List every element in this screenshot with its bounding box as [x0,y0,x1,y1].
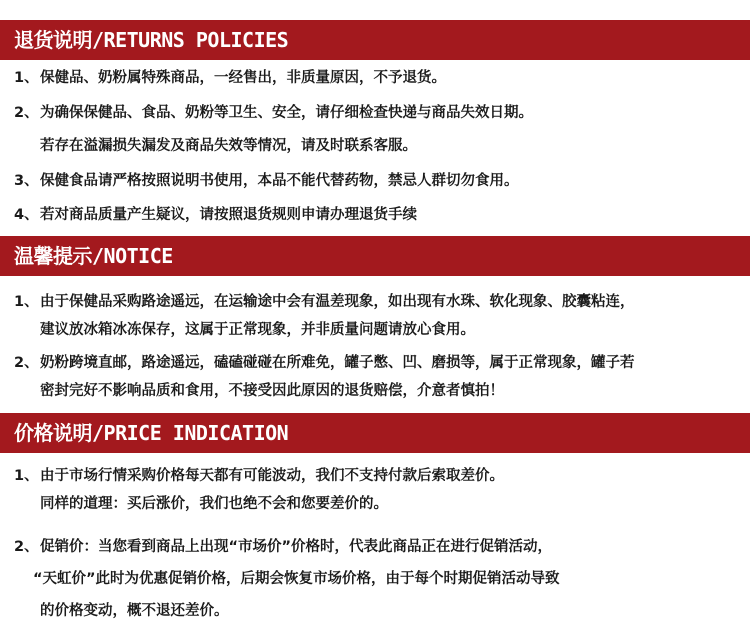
item-text: 奶粉跨境直邮，路途遥远，磕磕碰碰在所难免，罐子憋、凹、磨损等，属于正常现象，罐子若 [40,355,635,371]
item-text: 促销价：当您看到商品上出现“市场价”价格时，代表此商品正在进行促销活动， [40,539,553,555]
item-text: 保健品、奶粉属特殊商品，一经售出，非质量原因，不予退货。 [40,70,446,86]
item-text: 由于市场行情采购价格每天都有可能波动，我们不支持付款后索取差价。 [40,468,504,484]
returns-policies-header: 退货说明/RETURNS POLICIES [0,20,750,60]
item-text: 保健食品请严格按照说明书使用，本品不能代替药物，禁忌人群切勿食用。 [40,173,519,189]
item-number: 3、 [14,173,39,189]
price-indication-header: 价格说明/PRICE INDICATION [0,413,750,453]
item-text: 由于保健品采购路途遥远，在运输途中会有温差现象，如出现有水珠、软化现象、胶囊粘连， [40,294,635,310]
item-text: 密封完好不影响品质和食用，不接受因此原因的退货赔偿，介意者慎拍！ [40,383,504,399]
item-text: “天虹价”此时为优惠促销价格，后期会恢复市场价格，由于每个时期促销活动导致 [33,571,560,587]
item-number: 2、 [14,105,39,121]
item-number: 1、 [14,468,39,484]
item-text: 同样的道理：买后涨价，我们也绝不会和您要差价的。 [40,496,388,512]
item-number: 1、 [14,70,39,86]
notice-header: 温馨提示/NOTICE [0,236,750,276]
item-text: 若存在溢漏损失漏发及商品失效等情况，请及时联系客服。 [40,138,417,154]
item-number: 1、 [14,294,39,310]
item-text: 的价格变动，概不退还差价。 [40,603,229,619]
item-number: 2、 [14,355,39,371]
item-text: 为确保保健品、食品、奶粉等卫生、安全，请仔细检查快递与商品失效日期。 [40,105,533,121]
item-text: 若对商品质量产生疑议，请按照退货规则申请办理退货手续 [40,207,417,223]
item-number: 2、 [14,539,39,555]
item-text: 建议放冰箱冰冻保存，这属于正常现象，并非质量问题请放心食用。 [40,322,475,338]
item-number: 4、 [14,207,39,223]
